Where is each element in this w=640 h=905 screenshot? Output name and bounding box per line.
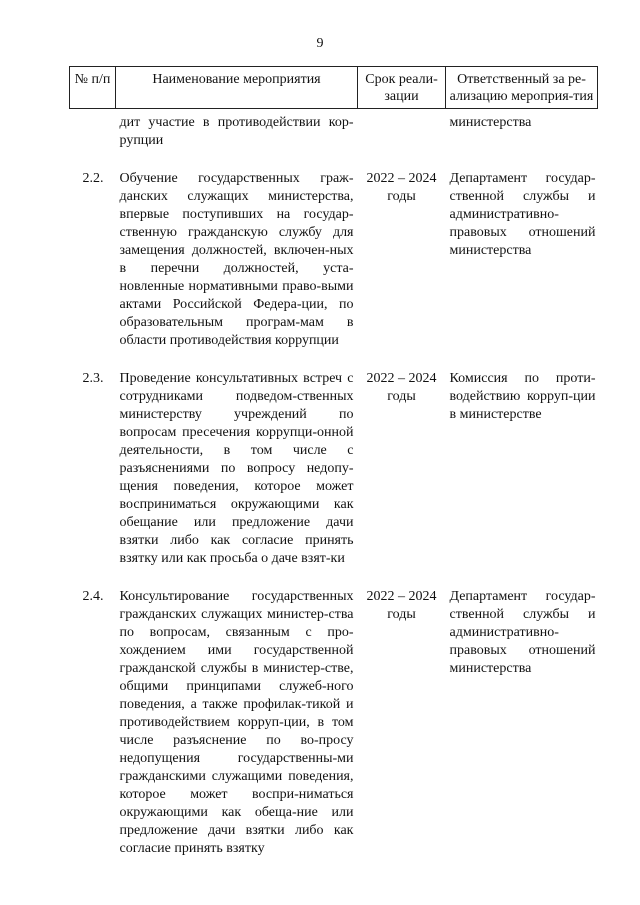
header-name: Наименование мероприятия [116, 67, 358, 109]
table-header-row [70, 67, 598, 109]
row-num: 2.4. [82, 589, 104, 604]
header-num: № п/п [70, 67, 116, 109]
row-responsible: Департамент государ-ственной службы и административно-правовых отношений министерства [449, 171, 596, 258]
row-responsible: министерства [449, 115, 532, 130]
row-responsible: Комиссия по проти-водействию корруп-ции в министерстве [449, 371, 596, 422]
row-responsible: Департамент государ-ственной службы и административно-правовых отношений министерства [449, 589, 596, 676]
page-number: 9 [316, 36, 324, 51]
row-num: 2.2. [82, 171, 104, 186]
row-name: Обучение государственных граж-данских служащих министерства, впервые поступивших на государ-ственную гражданскую службу для замещения должностей, включен-ных в перечни должностей, уста-новленные нормативными право-выми актами Российской Федера-ции, по образовательным програм-мам в области противодействия коррупции [119, 171, 354, 348]
header-term: Срок реали-зации [358, 67, 446, 109]
row-term: 2022 – 2024 годы [366, 589, 437, 622]
measures-table [69, 66, 598, 858]
row-term: 2022 – 2024 годы [366, 171, 437, 204]
table-row [70, 350, 598, 568]
row-num [70, 109, 116, 151]
row-term [358, 109, 446, 151]
row-num: 2.3. [82, 371, 104, 386]
table-row [70, 568, 598, 858]
table-row [70, 109, 598, 151]
row-term: 2022 – 2024 годы [366, 371, 437, 404]
header-responsible: Ответственный за ре-ализацию мероприя-тия [446, 67, 598, 109]
row-name: Проведение консультативных встреч с сотрудниками подведом-ственных министерству учреждений по вопросам пресечения коррупци-онной деятельности, в том числе с разъяснениями по вопросу недопу-щения поведения, которое может восприниматься окружающими как обещание или предложение дачи взятки либо как согласие принять взятку или как просьба о даче взят-ки [119, 371, 354, 566]
row-name: дит участие в противодействии кор-рупции [119, 115, 354, 148]
row-name: Консультирование государственных гражданских служащих министер-ства по вопросам, связанным с про-хождением ими государственной гражданской службы в министер-стве, общими принципами служеб-ного поведения, а также профилак-тикой и противодействием корруп-ции, в том числе разъяснение по во-просу недопущения государственны-ми гражданскими служащими поведения, которое может воспри-ниматься окружающими как обеща-ние или предложение дачи взятки либо как согласие принять взятку [119, 589, 354, 856]
table-row [70, 150, 598, 350]
